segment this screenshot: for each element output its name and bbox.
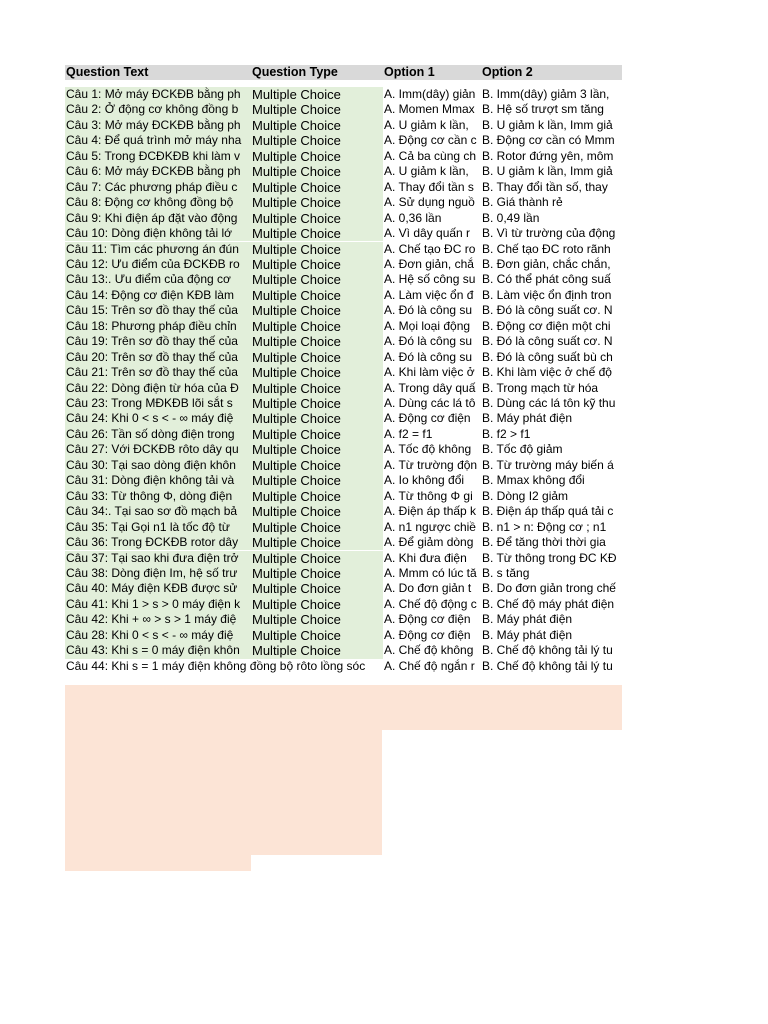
option-1-cell[interactable]: A. Momen Mmax [384, 102, 475, 117]
question-type-cell[interactable]: Multiple Choice [251, 149, 383, 164]
table-row [65, 288, 622, 303]
option-1-cell[interactable]: A. Dùng các lá tô [384, 396, 476, 410]
question-text-cell[interactable]: Câu 37: Tại sao khi đưa điện trở [65, 551, 251, 566]
option-1-cell[interactable]: A. Do đơn giản t [384, 581, 472, 596]
option-1-cell[interactable]: A. f2 = f1 [384, 426, 433, 441]
option-1-cell[interactable]: A. Điện áp thấp k [384, 504, 477, 519]
table-row [65, 427, 622, 442]
table-row [65, 504, 622, 519]
question-text-cell[interactable]: Câu 3: Mở máy ĐCKĐB bằng ph [65, 118, 251, 133]
question-type-cell[interactable]: Multiple Choice [251, 612, 383, 627]
table-row [65, 411, 622, 426]
table-row [65, 458, 622, 473]
question-text-cell[interactable]: Câu 10: Dòng điện không tải lớ [65, 226, 251, 241]
question-type-cell[interactable]: Multiple Choice [251, 442, 383, 457]
option-1-cell[interactable]: A. Đó là công su [384, 303, 473, 318]
option-1-cell[interactable]: A. Chế độ động c [384, 596, 477, 611]
option-2-cell[interactable]: B. Để tăng thời thời gia [482, 535, 606, 550]
table-row [65, 489, 622, 504]
question-type-cell[interactable]: Multiple Choice [251, 133, 383, 148]
table-row [65, 566, 622, 581]
option-2-cell[interactable]: B. Động cơ điện một chi [482, 318, 611, 333]
question-type-cell[interactable]: Multiple Choice [251, 458, 383, 473]
question-type-cell[interactable]: Multiple Choice [251, 473, 383, 488]
option-1-cell[interactable]: A. 0,36 lần [384, 210, 442, 225]
option-1-cell[interactable]: A. Đơn giản, chắ [384, 256, 474, 271]
option-2-cell[interactable]: B. Khi làm việc ở chế độ [482, 365, 612, 380]
table-row [65, 442, 622, 457]
question-text-cell[interactable]: Câu 27: Với ĐCKĐB rôto dây qu [65, 442, 251, 457]
header-question-type[interactable]: Question Type [252, 65, 338, 79]
option-2-cell[interactable]: B. Máy phát điện [482, 627, 573, 642]
table-row [65, 612, 622, 627]
table-row [65, 272, 622, 287]
option-2-cell[interactable]: B. f2 > f1 [482, 426, 531, 441]
shaded-cells [65, 855, 251, 871]
option-2-cell[interactable]: B. Chế tạo ĐC roto rãnh [482, 241, 611, 256]
question-type-cell[interactable]: Multiple Choice [251, 195, 383, 210]
option-2-cell[interactable]: B. Động cơ cần có Mmm [482, 133, 615, 148]
option-2-cell[interactable]: B. Vì từ trường của động [482, 226, 616, 241]
question-type-cell[interactable]: Multiple Choice [251, 643, 383, 658]
table-row [65, 164, 622, 179]
option-2-cell[interactable]: B. Mmax không đổi [482, 473, 585, 488]
option-1-cell[interactable]: A. Chế tạo ĐC ro [384, 241, 476, 256]
option-2-cell[interactable]: B. Có thể phát công suấ [482, 272, 611, 287]
option-1-cell[interactable]: A. Từ trường độn [384, 457, 478, 472]
question-type-cell[interactable]: Multiple Choice [251, 551, 383, 566]
question-text-cell[interactable]: Câu 1: Mở máy ĐCKĐB bằng ph [65, 87, 251, 102]
question-text-cell[interactable]: Câu 36: Trong ĐCKĐB rotor dây [65, 535, 251, 550]
question-type-cell[interactable]: Multiple Choice [251, 118, 383, 133]
table-row [65, 242, 622, 257]
question-type-cell[interactable]: Multiple Choice [251, 180, 383, 195]
table-row [65, 226, 622, 241]
table-row [65, 365, 622, 380]
option-2-cell[interactable]: B. Đó là công suất cơ. N [482, 303, 613, 318]
option-2-cell[interactable]: B. Giá thành rẻ [482, 195, 563, 210]
option-1-cell[interactable]: A. Thay đổi tần s [384, 179, 474, 194]
table-row [65, 195, 622, 210]
option-1-cell[interactable]: A. Hệ số công su [384, 272, 476, 287]
question-type-cell[interactable]: Multiple Choice [251, 350, 383, 365]
question-type-cell[interactable]: Multiple Choice [251, 319, 383, 334]
question-text-cell[interactable]: Câu 24: Khi 0 < s < - ∞ máy điệ [65, 411, 251, 426]
question-type-cell[interactable]: Multiple Choice [251, 628, 383, 643]
option-1-cell[interactable]: A. Io không đổi [384, 473, 465, 488]
option-2-cell[interactable]: B. n1 > n: Động cơ ; n1 [482, 519, 607, 534]
table-row [65, 102, 622, 117]
option-2-cell[interactable]: B. Hệ số trượt sm tăng [482, 102, 604, 117]
option-1-cell[interactable]: A. n1 ngược chiề [384, 519, 476, 534]
question-text-cell[interactable]: Câu 11: Tìm các phương án đún [65, 242, 251, 257]
question-text-cell[interactable]: Câu 34:. Tại sao sơ đồ mạch bả [65, 504, 251, 519]
option-2-cell[interactable]: B. Từ thông trong ĐC KĐ [482, 550, 617, 565]
option-2-cell[interactable]: B. 0,49 lần [482, 210, 540, 225]
question-type-cell[interactable]: Multiple Choice [251, 381, 383, 396]
header-question-text[interactable]: Question Text [66, 65, 149, 79]
question-text-cell[interactable]: Câu 22: Dòng điện từ hóa của Đ [65, 381, 251, 396]
option-1-cell[interactable]: A. Cả ba cùng ch [384, 148, 477, 163]
option-2-cell[interactable]: B. Đó là công suất bù ch [482, 349, 613, 364]
option-1-cell[interactable]: A. Sử dụng nguồ [384, 195, 475, 210]
question-text-cell[interactable]: Câu 13:. Ưu điểm của động cơ [65, 272, 251, 287]
option-1-cell[interactable]: A. Chế độ không [384, 643, 474, 658]
option-2-cell[interactable]: B. Đơn giản, chắc chắn, [482, 256, 611, 271]
question-text-cell[interactable]: Câu 21: Trên sơ đồ thay thế của [65, 365, 251, 380]
question-type-cell[interactable]: Multiple Choice [251, 566, 383, 581]
option-2-cell[interactable]: B. Máy phát điện [482, 612, 573, 627]
question-text-cell[interactable]: Câu 8: Động cơ không đồng bộ [65, 195, 251, 210]
table-row [65, 257, 622, 272]
table-row [65, 319, 622, 334]
option-1-cell[interactable]: A. Imm(dây) giản [384, 87, 476, 101]
table-row [65, 551, 622, 566]
question-text-cell[interactable]: Câu 26: Tần số dòng điện trong [65, 427, 251, 442]
option-1-cell[interactable]: A. Mọi loại động [384, 318, 471, 333]
question-type-cell[interactable]: Multiple Choice [251, 164, 383, 179]
option-1-cell[interactable]: A. Khi đưa điện [384, 550, 467, 565]
option-1-cell[interactable]: A. Động cơ cần c [384, 133, 477, 148]
question-type-cell[interactable]: Multiple Choice [251, 272, 383, 287]
question-type-cell[interactable]: Multiple Choice [251, 211, 383, 226]
question-type-cell[interactable]: Multiple Choice [251, 581, 383, 596]
question-text-cell[interactable]: Câu 40: Máy điện KĐB được sử [65, 581, 251, 596]
option-1-cell[interactable]: A. Chế độ ngắn r [384, 658, 475, 673]
option-1-cell[interactable]: A. Động cơ điện [384, 411, 471, 426]
question-type-cell[interactable]: Multiple Choice [251, 288, 383, 303]
option-2-cell[interactable]: B. s tăng [482, 565, 530, 580]
header-row [65, 65, 622, 80]
table-row [65, 520, 622, 535]
question-text-cell[interactable]: Câu 18: Phương pháp điều chỉn [65, 319, 251, 334]
option-2-cell[interactable]: B. Chế độ máy phát điện [482, 596, 615, 611]
option-1-cell[interactable]: A. Để giảm dòng [384, 535, 474, 550]
shaded-cells [65, 730, 382, 855]
option-1-cell[interactable]: A. Làm việc ổn đ [384, 287, 474, 302]
option-1-cell[interactable]: A. Từ thông Φ gi [384, 488, 473, 503]
option-1-cell[interactable]: A. U giảm k lần, [384, 117, 469, 132]
question-text-cell[interactable]: Câu 12: Ưu điểm của ĐCKĐB ro [65, 257, 251, 272]
option-2-cell[interactable]: B. U giảm k lần, Imm giả [482, 164, 613, 179]
header-option-2[interactable]: Option 2 [482, 65, 533, 79]
question-text-cell[interactable]: Câu 7: Các phương pháp điều c [65, 180, 251, 195]
option-2-cell[interactable]: B. Do đơn giản trong chế [482, 581, 616, 596]
question-text-cell[interactable]: Câu 14: Động cơ điện KĐB làm [65, 288, 251, 303]
question-text-cell[interactable]: Câu 19: Trên sơ đồ thay thế của [65, 334, 251, 349]
question-type-cell[interactable]: Multiple Choice [251, 489, 383, 504]
table-row [65, 87, 622, 102]
table-row [65, 643, 622, 658]
option-2-cell[interactable]: B. Imm(dây) giảm 3 lần, [482, 87, 610, 101]
option-2-cell[interactable]: B. Làm việc ổn định tron [482, 287, 612, 302]
option-1-cell[interactable]: A. Trong dây quấ [384, 380, 476, 395]
option-1-cell[interactable]: A. Động cơ điện [384, 627, 471, 642]
question-type-cell[interactable]: Multiple Choice [251, 504, 383, 519]
table-row [65, 597, 622, 612]
option-2-cell[interactable]: B. Chế độ không tải lý tu [482, 658, 613, 673]
question-text-cell[interactable]: Câu 5: Trong ĐCĐKĐB khi làm v [65, 149, 251, 164]
option-1-cell[interactable]: A. U giảm k lần, [384, 164, 469, 179]
option-2-cell[interactable]: B. Dùng các lá tôn kỹ thu [482, 396, 616, 410]
table-row [65, 473, 622, 488]
option-2-cell[interactable]: B. Thay đổi tần số, thay [482, 179, 608, 194]
question-text-cell[interactable]: Câu 4: Để quá trình mở máy nha [65, 133, 251, 148]
option-2-cell[interactable]: B. Đó là công suất cơ. N [482, 334, 613, 349]
option-2-cell[interactable]: B. Từ trường máy biến á [482, 457, 614, 472]
table-row [65, 118, 622, 133]
option-2-cell[interactable]: B. Rotor đứng yên, môm [482, 148, 614, 163]
question-type-cell[interactable]: Multiple Choice [251, 226, 383, 241]
question-type-cell[interactable]: Multiple Choice [251, 334, 383, 349]
question-text-cell[interactable]: Câu 33: Từ thông Φ, dòng điện [65, 489, 251, 504]
question-text-cell[interactable]: Câu 15: Trên sơ đồ thay thế của [65, 303, 251, 318]
option-2-cell[interactable]: B. Máy phát điện [482, 411, 573, 426]
question-text-cell[interactable]: Câu 41: Khi 1 > s > 0 máy điện k [65, 597, 251, 612]
table-row [65, 133, 622, 148]
option-1-cell[interactable]: A. Vì dây quấn r [384, 226, 471, 241]
question-type-cell[interactable]: Multiple Choice [251, 396, 383, 411]
question-type-cell[interactable]: Multiple Choice [251, 365, 383, 380]
question-type-cell[interactable]: Multiple Choice [251, 242, 383, 257]
table-row [65, 149, 622, 164]
question-text-cell[interactable]: Câu 28: Khi 0 < s < - ∞ máy điệ [65, 628, 251, 643]
table-row [65, 350, 622, 365]
option-2-cell[interactable]: B. Tốc độ giảm [482, 442, 563, 457]
option-1-cell[interactable]: A. Đó là công su [384, 334, 473, 349]
question-text-cell[interactable]: Câu 31: Dòng điện không tải và [65, 473, 251, 488]
question-text-cell[interactable]: Câu 23: Trong MĐKĐB lõi sắt s [65, 396, 251, 411]
question-type-cell[interactable]: Multiple Choice [251, 102, 383, 117]
table-row [65, 381, 622, 396]
header-option-1[interactable]: Option 1 [384, 65, 435, 79]
question-type-cell[interactable]: Multiple Choice [251, 535, 383, 550]
table-row [65, 535, 622, 550]
question-type-cell[interactable]: Multiple Choice [251, 411, 383, 426]
question-text-cell[interactable]: Câu 2: Ở động cơ không đồng b [65, 102, 251, 117]
table-row [65, 211, 622, 226]
option-2-cell[interactable]: B. Dòng I2 giảm [482, 488, 569, 503]
table-row [65, 581, 622, 596]
question-type-cell[interactable]: Multiple Choice [251, 87, 383, 102]
question-type-cell[interactable]: Multiple Choice [251, 303, 383, 318]
option-2-cell[interactable]: B. Điện áp thấp quá tải c [482, 504, 614, 519]
option-2-cell[interactable]: B. Chế độ không tải lý tu [482, 643, 613, 658]
option-1-cell[interactable]: A. Mmm có lúc tă [384, 565, 477, 580]
option-1-cell[interactable]: A. Tốc độ không [384, 442, 472, 457]
table-row [65, 628, 622, 643]
question-text-cell[interactable]: Câu 9: Khi điện áp đặt vào động [65, 211, 251, 226]
option-1-cell[interactable]: A. Động cơ điện [384, 612, 471, 627]
table-row [65, 303, 622, 318]
question-text-cell[interactable]: Câu 20: Trên sơ đồ thay thế của [65, 350, 251, 365]
question-text-cell[interactable]: Câu 43: Khi s = 0 máy điện khôn [65, 643, 251, 658]
question-text-cell[interactable]: Câu 42: Khi + ∞ > s > 1 máy điệ [65, 612, 251, 627]
question-type-cell[interactable]: Multiple Choice [251, 520, 383, 535]
option-2-cell[interactable]: B. U giảm k lần, Imm giả [482, 117, 613, 132]
option-2-cell[interactable]: B. Trong mạch từ hóa [482, 380, 599, 395]
table-row [65, 180, 622, 195]
table-row [65, 396, 622, 411]
shaded-cells [480, 685, 622, 715]
question-text-cell[interactable]: Câu 6: Mở máy ĐCKĐB bằng ph [65, 164, 251, 179]
table-row [65, 659, 622, 674]
question-type-cell[interactable]: Multiple Choice [251, 597, 383, 612]
question-text-cell[interactable]: Câu 44: Khi s = 1 máy điện không đồng bộ rôto lồng sóc [66, 658, 366, 673]
question-type-cell[interactable]: Multiple Choice [251, 427, 383, 442]
option-1-cell[interactable]: A. Đó là công su [384, 349, 473, 364]
option-1-cell[interactable]: A. Khi làm việc ở [384, 365, 475, 380]
table-row [65, 334, 622, 349]
question-text-cell[interactable]: Câu 38: Dòng điện Im, hệ số trư [65, 566, 251, 581]
question-text-cell[interactable]: Câu 30: Tại sao dòng điện khôn [65, 458, 251, 473]
question-text-cell[interactable]: Câu 35: Tại Gọi n1 là tốc độ từ [65, 520, 251, 535]
question-type-cell[interactable]: Multiple Choice [251, 257, 383, 272]
